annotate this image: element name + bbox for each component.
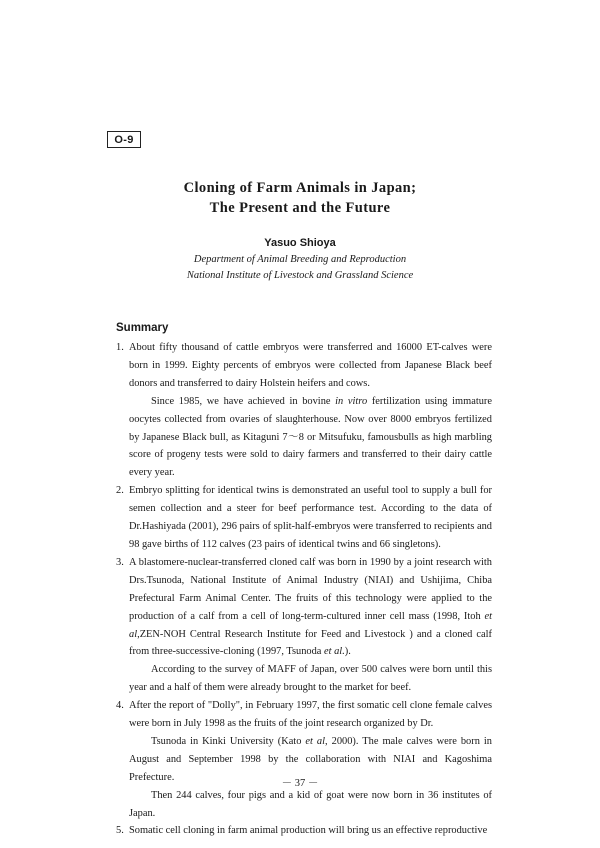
item-text — [129, 339, 492, 482]
item-text — [129, 822, 492, 840]
paper-title-line-1: Cloning of Farm Animals in Japan; — [183, 180, 417, 196]
item-paragraph: Tsunoda in Kinki University (Kato et al, 2000). The male calves were born in August and September 1998 by the collaboration with NIAI and Kagoshima Prefecture. — [129, 735, 492, 783]
item-number: 2. — [116, 485, 124, 497]
summary-item — [116, 697, 492, 822]
item-paragraph: Embryo splitting for identical twins is demonstrated an useful tool to supply a bull for semen collection and a steer for beef performance test. According to the data of Dr.Hashiyada (2001), 296 pairs of split-half-embryos were transferred to recipients and 98 gave births of 112 calves (23 pairs of identical twins and 66 singletons). — [129, 485, 492, 550]
item-paragraph: According to the survey of MAFF of Japan, over 500 calves were born until this year and a half of them were already brought to the market for beef. — [129, 664, 492, 694]
page-number: － 37 － — [281, 778, 319, 789]
item-paragraph: Somatic cell cloning in farm animal production will bring us an effective reproductive — [129, 825, 488, 837]
affiliation-institute: National Institute of Livestock and Grassland Science — [186, 270, 414, 281]
author-name: Yasuo Shioya — [264, 237, 336, 249]
item-text — [129, 697, 492, 822]
italic-term: et al — [305, 735, 326, 747]
summary-list — [116, 339, 492, 840]
item-paragraph: Then 244 calves, four pigs and a kid of goat were now born in 36 institutes of Japan. — [129, 789, 492, 819]
item-number: 1. — [116, 342, 124, 353]
item-text — [129, 482, 492, 554]
item-paragraph: About fifty thousand of cattle embryos were transferred and 16000 ET-calves were born in 1999. Eighty percents of embryos were collected from Japanese Black beef donors and transferred to dairy Holstein heifers and cows. — [129, 342, 492, 389]
item-number: 5. — [116, 825, 124, 837]
item-paragraph: Since 1985, we have achieved in bovine in vitro fertilization using immature oocytes collected from ovaries of slaughterhouse. Now over 8000 embryos fertilized by Japanese Black bull, as Kitaguni 7～8 or Mitsufuku, famousbulls as high marbling score of progeny tests were sold to dairy farmers and transferred to their dairy cattle every year. — [129, 395, 492, 479]
summary-item — [116, 554, 492, 697]
italic-term: et al — [129, 610, 492, 640]
item-number: 3. — [116, 556, 124, 568]
item-paragraph: After the report of "Dolly", in February 1997, the first somatic cell clone female calves were born in July 1998 as the fruits of the joint research organized by Dr. — [129, 700, 492, 730]
item-number: 4. — [116, 700, 124, 712]
session-code-box: O-9 — [107, 131, 141, 148]
summary-item — [116, 822, 492, 840]
item-text — [129, 554, 492, 697]
item-paragraph: A blastomere-nuclear-transferred cloned calf was born in 1990 by a joint research with Drs.Tsunoda, National Institute of Animal Industry (NIAI) and Ushijima, Chiba Prefectural Farm Animal Center. The fruits of this technology were applied to the production of a calf from a cell of long-term-cultured inner cell mass (1998, Itoh et al,ZEN-NOH Central Research Institute for Feed and Livestock ) and a cloned calf from three-successive-cloning (1997, Tsunoda et al.). — [129, 556, 492, 658]
italic-term: in vitro — [335, 395, 368, 407]
summary-heading: Summary — [116, 322, 169, 334]
summary-item — [116, 339, 492, 482]
paper-title-line-2: The Present and the Future — [209, 200, 391, 216]
affiliation-department: Department of Animal Breeding and Reproduction — [193, 254, 407, 265]
summary-item — [116, 482, 492, 554]
italic-term: et al. — [324, 646, 345, 658]
